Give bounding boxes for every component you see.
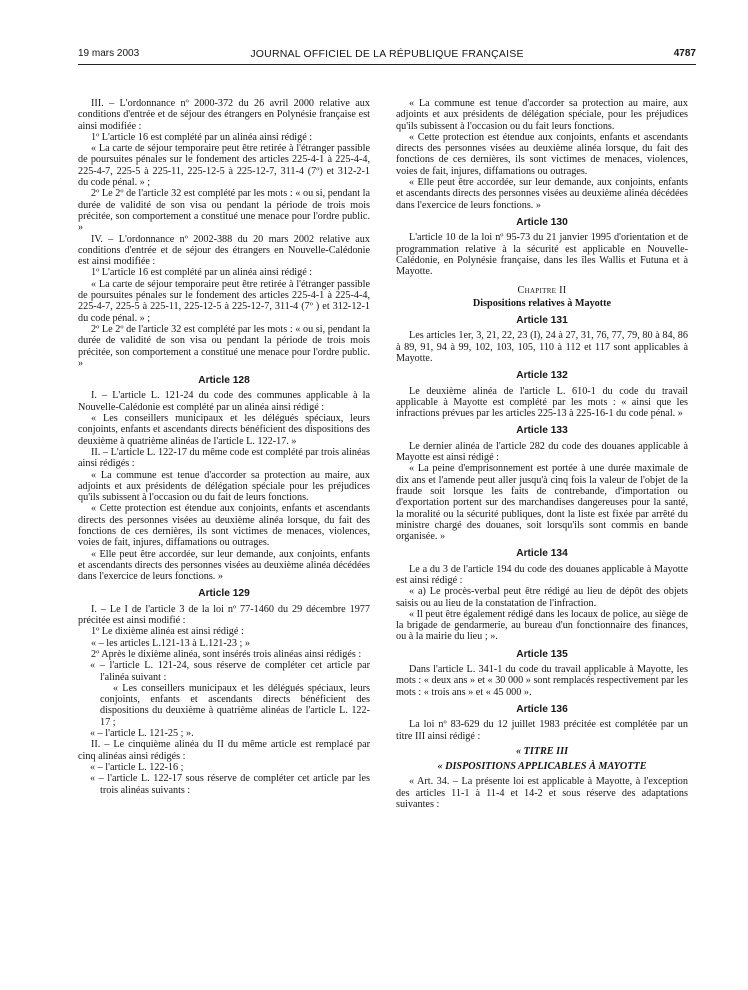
- header-title: JOURNAL OFFICIEL DE LA RÉPUBLIQUE FRANÇAISE: [250, 48, 524, 60]
- article-heading: Article 129: [198, 588, 250, 600]
- paragraph: « Cette protection est étendue aux conjoints, enfants et ascendants directs des personnes visées au deuxième alinéa lorsque, du fait des fonctions de ces dernières, ils sont victimes de menaces, violences, voies de fait, injures, diffamations ou outrages.: [78, 503, 370, 549]
- paragraph: Les articles 1er, 3, 21, 22, 23 (I), 24 à 27, 31, 76, 77, 79, 80 à 84, 86 à 89, 91, 94 à 99, 102, 103, 105, 110 à 112 et 117 sont applicables à Mayotte.: [396, 330, 688, 364]
- list-item: « – l'article L. 122-16 ;: [90, 761, 184, 773]
- paragraph: Le dernier alinéa de l'article 282 du code des douanes applicable à Mayotte est ainsi rédigé :: [396, 440, 688, 464]
- paragraph: « – les articles L.121-13 à L.121-23 ; »: [91, 637, 251, 649]
- left-column: [78, 98, 370, 796]
- list-item: « – l'article L. 121-25 ; ».: [90, 728, 194, 740]
- paragraph: 2º Le 2º de l'article 32 est complété par les mots : « ou si, pendant la durée de validité de son visa ou pendant la période de trois mois précitée, son comportement a constitué une menace pour l'ordre public. »: [78, 188, 370, 234]
- paragraph: « Elle peut être accordée, sur leur demande, aux conjoints, enfants et ascendants directs des personnes visées au deuxième alinéa décédées dans l'exercice de leurs fonctions. »: [78, 548, 370, 583]
- paragraph: 1º Le dixième alinéa est ainsi rédigé :: [91, 626, 244, 638]
- paragraph: IV. – L'ordonnance nº 2002-388 du 20 mars 2002 relative aux conditions d'entrée et de séjour des étrangers en Nouvelle-Calédonie est ainsi modifiée :: [78, 233, 370, 268]
- chapter-title: Dispositions relatives à Mayotte: [472, 297, 612, 309]
- paragraph: II. – L'article L. 122-17 du même code est complété par trois alinéas ainsi rédigés :: [78, 446, 370, 470]
- paragraph: 2º Après le dixième alinéa, sont insérés trois alinéas ainsi rédigés :: [91, 648, 362, 660]
- paragraph: « Il peut être également rédigé dans les locaux de police, au siège de la brigade de gendarmerie, au bureau d'un fonctionnaire des finances, ou à la mairie du lieu ; ».: [396, 608, 688, 643]
- article-heading: Article 132: [516, 370, 568, 382]
- paragraph: 1º L'article 16 est complété par un alinéa ainsi rédigé :: [91, 131, 313, 143]
- paragraph: « La carte de séjour temporaire peut être retirée à l'étranger passible de poursuites pénales sur le fondement des articles 225-4-1 à 225-4-4, 225-4-7, 225-5 à 225-11, 225-12-5 à 225-12-7, 311-4 (7º ) et 312-12-1 du code pénal. » ;: [78, 278, 370, 324]
- page-header: [78, 48, 696, 62]
- title-heading: « TITRE III: [515, 745, 569, 757]
- article-heading: Article 133: [516, 425, 568, 437]
- article-heading: Article 130: [516, 216, 568, 228]
- paragraph: III. – L'ordonnance nº 2000-372 du 26 avril 2000 relative aux conditions d'entrée et de séjour des étrangers en Polynésie française est ainsi modifiée :: [78, 98, 370, 132]
- article-heading: Article 135: [516, 648, 568, 660]
- paragraph: « Elle peut être accordée, sur leur demande, aux conjoints, enfants et ascendants directs des personnes visées au deuxième alinéa décédées dans l'exercice de leurs fonctions. »: [396, 177, 688, 211]
- header-date: 19 mars 2003: [78, 48, 140, 59]
- paragraph: L'article 10 de la loi nº 95-73 du 21 janvier 1995 d'orientation et de programmation relative à la sécurité est applicable en Nouvelle-Calédonie, en Polynésie française, dans les îles Wallis et Futuna et à Mayotte.: [396, 232, 688, 278]
- paragraph: I. – Le I de l'article 3 de la loi nº 77-1460 du 29 décembre 1977 précitée est ainsi modifié :: [78, 603, 370, 627]
- paragraph: Le a du 3 de l'article 194 du code des douanes applicable à Mayotte est ainsi rédigé :: [396, 563, 688, 586]
- paragraph: « a) Le procès-verbal peut être rédigé au lieu de dépôt des objets saisis ou au lieu de la constatation de l'infraction.: [396, 586, 688, 609]
- header-page-number: 4787: [673, 48, 696, 59]
- list-item: « – l'article L. 122-17 sous réserve de compléter cet article par les trois alinéas suivants :: [90, 773, 370, 796]
- paragraph: « Les conseillers municipaux et les délégués spéciaux, leurs conjoints, enfants et ascendants directs bénéficient des dispositions des deuxième à quatrième alinéas de l'article L. 122-17. »: [78, 413, 370, 447]
- paragraph: « La commune est tenue d'accorder sa protection au maire, aux adjoints et aux présidents de délégation spéciale, pour les préjudices qu'ils subissent à l'occasion ou du fait leurs fonctions.: [396, 98, 688, 132]
- paragraph: « Cette protection est étendue aux conjoints, enfants et ascendants directs des personnes visées au deuxième alinéa lorsque, du fait des fonctions de ces dernières, ils sont victimes de menaces, violences, voies de fait, injures, diffamations ou outrages.: [396, 131, 688, 177]
- list-item: « – l'article L. 121-24, sous réserve de compléter cet article par l'alinéa suivant :: [90, 660, 370, 683]
- paragraph: Le deuxième alinéa de l'article L. 610-1 du code du travail applicable à Mayotte est complété par les mots : « ainsi que les infractions prévues par les articles 225-13 à 225-16-1 du code pénal. »: [396, 385, 688, 420]
- paragraph: « La carte de séjour temporaire peut être retirée à l'étranger passible de poursuites pénales sur le fondement des articles 225-4-1 à 225-4-4, 225-4-7, 225-5 à 225-11, 225-12-5 à 225-12-7, 311-4 (7º) et 312-2-1 du code pénal. » ;: [78, 143, 370, 189]
- article-heading: Article 128: [198, 375, 250, 387]
- chapter-number: Chapitre II: [517, 285, 567, 297]
- header-rule: [78, 64, 696, 65]
- article-heading: Article 136: [516, 703, 568, 715]
- quoted-paragraph: « Les conseillers municipaux et les délégués spéciaux, leurs conjoints, enfants et ascendants directs bénéficient des dispositions du deuxième à quatrième alinéas de l'article L. 122-17 ;: [100, 682, 370, 728]
- article-heading: Article 131: [516, 315, 568, 327]
- paragraph: II. – Le cinquième alinéa du II du même article est remplacé par cinq alinéas ainsi rédigés :: [78, 739, 370, 762]
- paragraph: « Art. 34. – La présente loi est applicable à Mayotte, à l'exception des articles 11-1 à 11-4 et 14-2 et sous réserve des adaptations suivantes :: [396, 776, 688, 811]
- paragraph: 2º Le 2º de l'article 32 est complété par les mots : « ou si, pendant la durée de validité de son visa ou pendant la période de trois mois précitée, son comportement a constitué une menace pour l'ordre public. »: [78, 323, 370, 369]
- paragraph: 1º L'article 16 est complété par un alinéa ainsi rédigé :: [91, 267, 313, 279]
- paragraph: La loi nº 83-629 du 12 juillet 1983 précitée est complétée par un titre III ainsi rédigé :: [396, 719, 688, 742]
- article-heading: Article 134: [516, 548, 568, 560]
- paragraph: I. – L'article L. 121-24 du code des communes applicable à la Nouvelle-Calédonie est complété par un alinéa ainsi rédigé :: [78, 390, 370, 413]
- paragraph: « La peine d'emprisonnement est portée à une durée maximale de dix ans et l'amende peut aller jusqu'à cinq fois la valeur de l'objet de la fraude soit lorsque les faits de contrebande, d'importation ou d'exportation portent sur des marchandises dangereuses pour la santé, la moralité ou la sécurité publiques, dont la liste est fixée par arrêté du ministre chargé des douanes, soit lorsqu'ils sont commis en bande organisée. »: [396, 463, 688, 543]
- right-column: [396, 98, 688, 810]
- paragraph: « La commune est tenue d'accorder sa protection au maire, aux adjoints et aux présidents de délégation spéciale pour les préjudices qu'ils subissent à l'occasion ou du fait de leurs fonctions.: [78, 469, 370, 504]
- title-heading: « DISPOSITIONS APPLICABLES À MAYOTTE: [437, 761, 647, 773]
- paragraph: Dans l'article L. 341-1 du code du travail applicable à Mayotte, les mots : « deux ans » et « 30 000 » sont remplacés respectivement par les mots : « trois ans » et « 45 000 ».: [396, 664, 688, 698]
